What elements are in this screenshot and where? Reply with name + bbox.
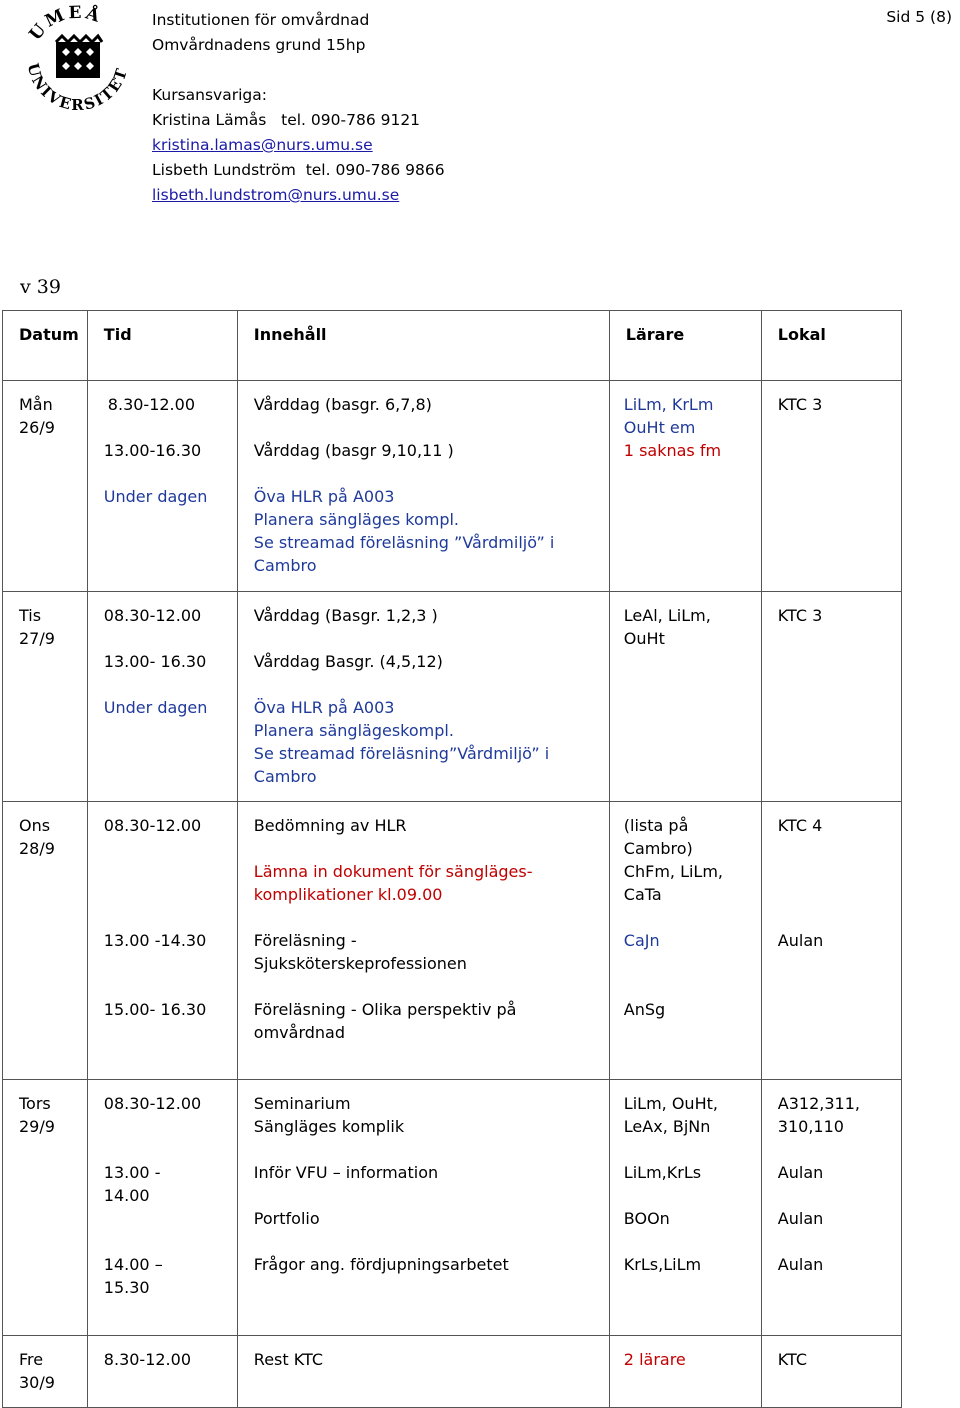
teachers: OuHt em <box>623 418 696 437</box>
activity-note: Lämna in dokument för sängläges-komplikationer kl.09.00 <box>253 862 533 904</box>
time-slot: Under dagen <box>103 487 208 506</box>
teachers: LiLm, KrLm <box>623 395 714 414</box>
activity: Sängläges komplik <box>253 1117 405 1136</box>
room: KTC <box>777 1350 808 1369</box>
activity: Portfolio <box>253 1209 320 1228</box>
course-name: Omvårdnadens grund 15hp <box>152 36 366 54</box>
activity: Planera sängläges kompl. <box>253 510 460 529</box>
room: KTC 3 <box>777 606 823 625</box>
table-header-row <box>3 311 902 381</box>
day-name: Tis <box>19 606 42 625</box>
day-name: Fre <box>19 1350 44 1369</box>
contact-kristina: Kristina Lämås tel. 090-786 9121 <box>152 111 421 129</box>
responsible-label: Kursansvariga: <box>152 86 267 104</box>
activity: Planera sänglägeskompl. <box>253 721 454 740</box>
day-name: Mån <box>19 395 53 414</box>
room: Aulan <box>777 931 824 950</box>
activity: Se streamad föreläsning ”Vårdmiljö” i Cambro <box>253 533 555 575</box>
time-slot: 08.30-12.00 <box>103 816 202 835</box>
teachers: LiLm, OuHt, LeAx, BjNn <box>623 1094 718 1136</box>
time-slot: 08.30-12.00 <box>103 606 202 625</box>
room: KTC 3 <box>777 395 823 414</box>
day-name: Tors <box>19 1094 51 1113</box>
teachers: LeAl, LiLm, OuHt <box>623 606 711 648</box>
teachers: CaJn <box>623 931 660 950</box>
time-slot: 13.00- 16.30 <box>103 652 207 671</box>
activity: Se streamad föreläsning”Vårdmiljö” i Cambro <box>253 744 550 786</box>
umea-university-logo <box>18 2 138 120</box>
col-header-teachers: Lärare <box>625 325 685 344</box>
contact-lisbeth: Lisbeth Lundström tel. 090-786 9866 <box>152 161 445 179</box>
col-header-time: Tid <box>103 325 132 344</box>
table-row-tuesday <box>3 592 902 802</box>
institution-name: Institutionen för omvårdnad <box>152 11 370 29</box>
activity: Bedömning av HLR <box>253 816 407 835</box>
activity: Öva HLR på A003 <box>253 487 395 506</box>
teachers: (lista på Cambro) ChFm, LiLm, CaTa <box>623 816 724 904</box>
table-row-wednesday <box>3 802 902 1080</box>
day-name: Ons <box>19 816 51 835</box>
table-row-friday <box>3 1336 902 1408</box>
room: Aulan <box>777 1209 824 1228</box>
day-date: 28/9 <box>19 839 55 858</box>
activity: Rest KTC <box>253 1350 323 1369</box>
time-slot: 13.00 - 14.00 <box>103 1163 161 1205</box>
teachers: KrLs,LiLm <box>623 1255 702 1274</box>
page-number: Sid 5 (8) <box>886 8 952 26</box>
svg-text:UNIVERSITET: UNIVERSITET <box>23 61 132 115</box>
document-header <box>152 8 852 208</box>
teachers: LiLm,KrLs <box>623 1163 702 1182</box>
room: Aulan <box>777 1163 824 1182</box>
time-slot: Under dagen <box>103 698 208 717</box>
table-row-thursday <box>3 1080 902 1336</box>
time-slot: 8.30-12.00 <box>103 1350 191 1369</box>
schedule-table <box>2 310 902 1408</box>
day-date: 29/9 <box>19 1117 55 1136</box>
teachers-note: 1 saknas fm <box>623 441 722 460</box>
table-row-monday <box>3 381 902 592</box>
time-slot: 14.00 – 15.30 <box>103 1255 163 1297</box>
teachers-note: 2 lärare <box>623 1350 686 1369</box>
room: KTC 4 <box>777 816 823 835</box>
activity: Vårddag (basgr. 6,7,8) <box>253 395 432 414</box>
time-slot: 13.00 -14.30 <box>103 931 207 950</box>
activity: Vårddag (Basgr. 1,2,3 ) <box>253 606 438 625</box>
activity: Frågor ang. fördjupningsarbetet <box>253 1255 509 1274</box>
activity: Vårddag (basgr 9,10,11 ) <box>253 441 454 460</box>
time-slot: 08.30-12.00 <box>103 1094 202 1113</box>
room: A312,311, 310,110 <box>777 1094 860 1136</box>
activity: Öva HLR på A003 <box>253 698 395 717</box>
activity: Föreläsning - Olika perspektiv på omvårdnad <box>253 1000 517 1042</box>
week-heading: v 39 <box>20 276 61 298</box>
time-slot: 15.00- 16.30 <box>103 1000 207 1019</box>
day-date: 30/9 <box>19 1373 55 1392</box>
col-header-content: Innehåll <box>253 325 327 344</box>
activity: Föreläsning - Sjuksköterskeprofessionen <box>253 931 467 973</box>
activity: Inför VFU – information <box>253 1163 439 1182</box>
svg-text:UMEÅ: UMEÅ <box>25 2 105 45</box>
col-header-room: Lokal <box>777 325 826 344</box>
time-slot: 13.00-16.30 <box>103 441 202 460</box>
day-date: 27/9 <box>19 629 55 648</box>
teachers: AnSg <box>623 1000 666 1019</box>
time-slot: 8.30-12.00 <box>107 395 195 414</box>
day-date: 26/9 <box>19 418 55 437</box>
room: Aulan <box>777 1255 824 1274</box>
activity: Vårddag Basgr. (4,5,12) <box>253 652 443 671</box>
activity: Seminarium <box>253 1094 351 1113</box>
email-link-lisbeth[interactable]: lisbeth.lundstrom@nurs.umu.se <box>152 186 400 204</box>
teachers: BOOn <box>623 1209 670 1228</box>
email-link-kristina[interactable]: kristina.lamas@nurs.umu.se <box>152 136 373 154</box>
col-header-date: Datum <box>19 325 79 344</box>
